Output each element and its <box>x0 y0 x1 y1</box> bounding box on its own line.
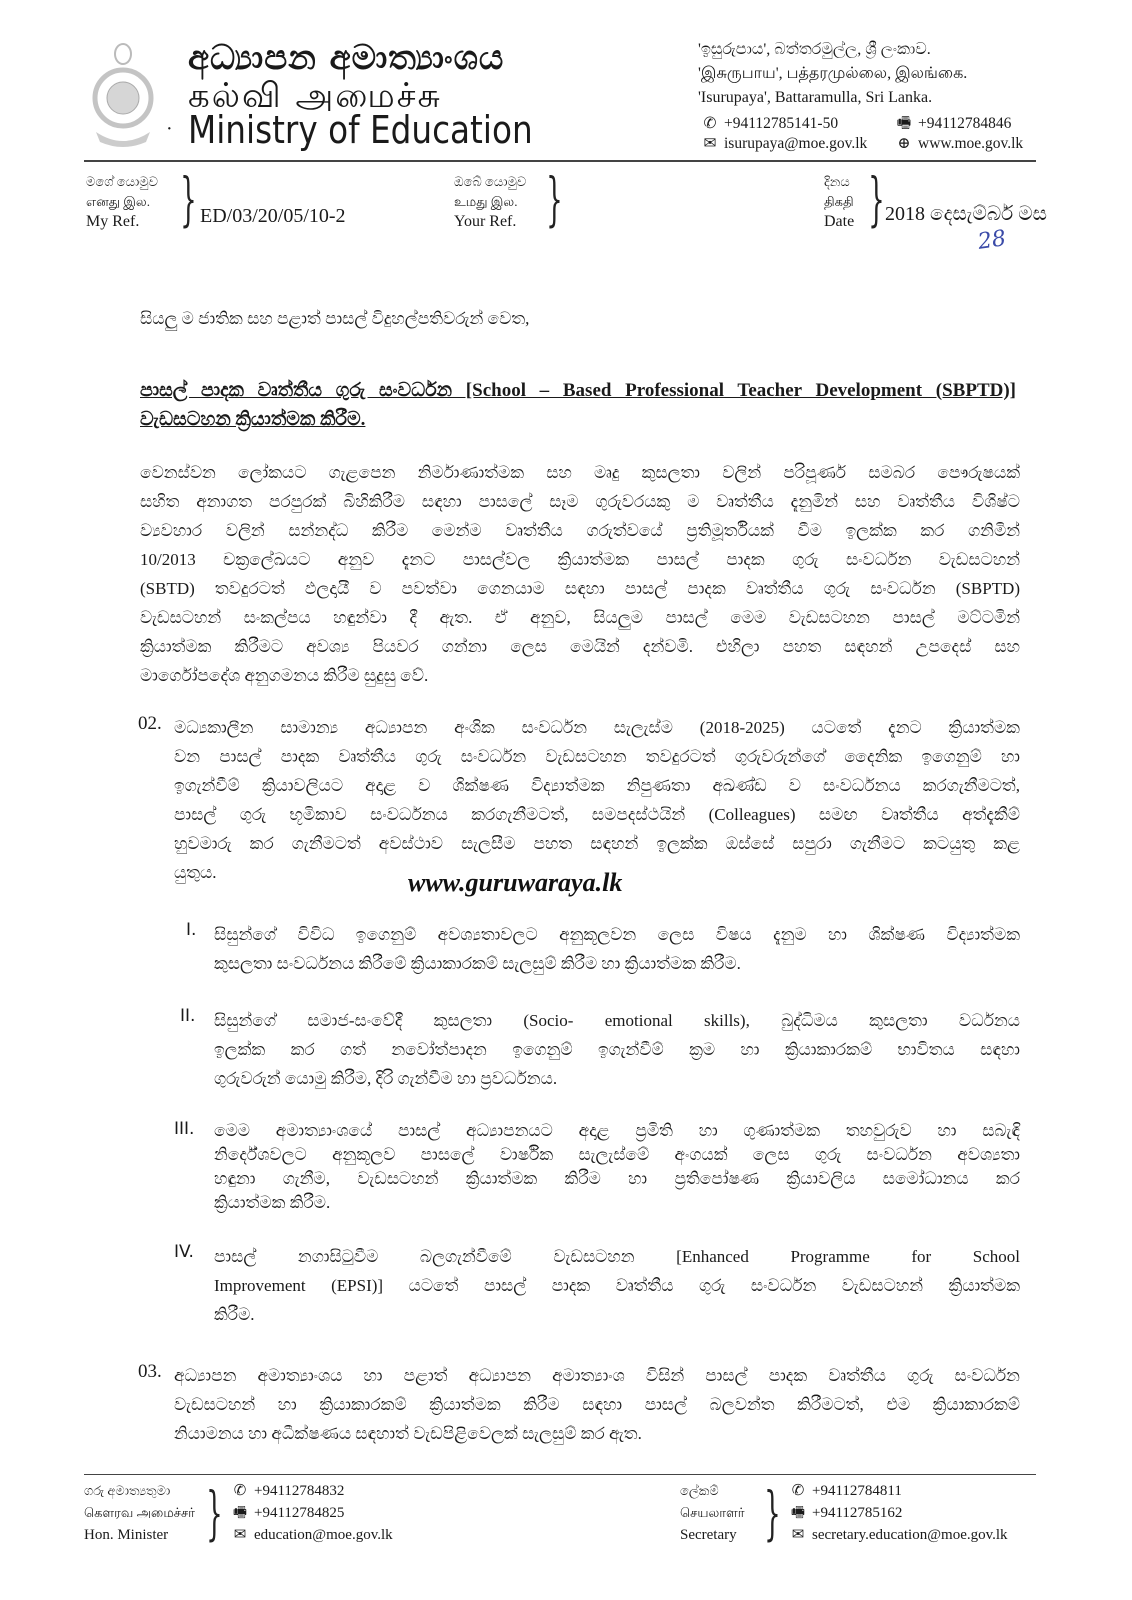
secretary-phone: +94112784811 <box>812 1483 902 1499</box>
text-line: ව්‍යවහාර වලින් සන්නද්ධ කිරීම මෙන්ම වෘත්තීය ගරුත්වයේ ප්‍රතිමූර්තියක් වීම ඉලක්ක කර ගනිමින් <box>140 521 1020 540</box>
item-number-1: I. <box>186 920 197 940</box>
brace: } <box>206 1479 223 1547</box>
contact-web <box>896 134 1023 154</box>
label-si: ගරු අමාත්‍යතුමා <box>84 1483 171 1498</box>
date-labels <box>824 172 854 232</box>
text-line: වැඩසටහන් හා ක්‍රියාකාරකම් ක්‍රියාත්මක කිරීම සඳහා පාසල් බලවන්ත කිරීමටත්, එම ක්‍රියාකාරකම් <box>174 1395 1020 1414</box>
header-divider <box>84 160 1036 162</box>
date-value: 2018 දෙසැම්බර් මස <box>885 203 1047 225</box>
text-line: සිසුන්ගේ සමාජ-සංවේදී කුසලතා (Socio- emotional skills), බුද්ධිමය කුසලතා වර්ධනය <box>214 1011 1020 1030</box>
fax-icon: 🖷 <box>896 115 912 132</box>
email-icon: ✉ <box>791 1527 805 1543</box>
minister-phone: +94112784832 <box>254 1483 345 1499</box>
subject <box>140 376 1016 434</box>
text-line: සිසුන්ගේ විවිධ ඉගෙනුම් අවශ්‍යතාවලට අනුකූලවන ලෙස විෂය දැනුම හා ශික්ෂණ විද්‍යාත්මක <box>214 925 1020 944</box>
address-english: 'Isurupaya', Battaramulla, Sri Lanka. <box>698 89 933 106</box>
text-line: පාසල් ගුරු භූමිකාව සංවර්ධනය කරගැනීමටත්, සමපදස්ථයින් (Colleagues) සමඟ වෘත්තීය අත්දැකීම් <box>174 805 1020 824</box>
email-icon: ✉ <box>233 1527 247 1543</box>
label-ta: கௌரவ அமைச்சர் <box>84 1505 195 1520</box>
email-address: isurupaya@moe.gov.lk <box>724 135 868 152</box>
label-si: මගේ යොමුව <box>86 174 158 189</box>
salutation: සියලු ම ජාතික සහ පළාත් පාසල් විදුහල්පතිවරුන් වෙත, <box>140 309 530 328</box>
phone-icon: ✆ <box>791 1483 805 1499</box>
text-line: වන පාසල් පාදක වෘත්තීය ගුරු සංවර්ධන වැඩසටහන තවදුරටත් ගුරුවරුන්ගේ දෛනික ඉගෙනුම් හා <box>174 747 1020 766</box>
secretary-labels <box>680 1480 745 1546</box>
text-line: මෙම අමාත්‍යාංශයේ පාසල් අධ්‍යාපනයට අදාළ ප්‍රමිති හා ගුණාත්මක තහවුරුව හා සබැඳි <box>214 1121 1020 1140</box>
secretary-fax: +94112785162 <box>812 1505 903 1521</box>
text-line: 10/2013 චක්‍රලේඛයට අනුව දැනට පාසල්වල ක්‍රියාත්මක පාසල් පාදක ගුරු සංවර්ධන වැඩසටහන් <box>140 550 1020 569</box>
brace: } <box>180 165 197 233</box>
text-line: Improvement (EPSI)] යටතේ පාසල් පාදක වෘත්තීය ගුරු සංවර්ධන වැඩසටහන් ක්‍රියාත්මක <box>214 1276 1020 1295</box>
email-icon: ✉ <box>703 135 717 152</box>
label-si: ඔබේ යොමුව <box>454 174 527 189</box>
text-line: ඉගැන්වීම් ක්‍රියාවලියට අදාළ ව ශික්ෂණ විද්‍යාත්මක නිපුණතා අඛණ්ඩ ව සංවර්ධනය කරගැනීමටත්, <box>174 776 1020 795</box>
website: www.moe.gov.lk <box>918 135 1024 152</box>
ministry-name-sinhala: අධ්‍යාපන අමාත්‍යාංශය <box>188 38 505 78</box>
text-line: සහිත අනාගත පරපුරක් බිහිකිරීම සඳහා පාසලේ සෑම ගුරුවරයකු ම වෘත්තීය දැනුමින් සහ වෘත්තීය විශිෂ්ට <box>140 492 1020 511</box>
text-line: කුසලතා සංවර්ධනය කිරීමේ ක්‍රියාකාරකම් සැලසුම් කිරීම හා ක්‍රියාත්මක කිරීම. <box>214 954 741 973</box>
label-ta: செயலாளர் <box>680 1505 745 1520</box>
label-en: Hon. Minister <box>84 1527 169 1543</box>
label-ta: உமது இல. <box>454 194 518 209</box>
address-tamil: 'இசுருபாய', பத்தரமுல்லை, இலங்கை. <box>698 65 968 82</box>
text-line: ඉලක්ක කර ගත් නවෝත්පාදන ඉගෙනුම් ඉගැන්වීම් ක්‍රම හා ක්‍රියාකාරකම් භාවිතය සඳහා <box>214 1040 1020 1059</box>
my-ref-value: ED/03/20/05/10-2 <box>200 205 346 227</box>
text-line: පාසල් පාදක වෘත්තීය ගුරු සංවර්ධන [School – Based Professional Teacher Development (SBPTD)] <box>140 380 1016 401</box>
watermark: www.guruwaraya.lk <box>408 868 623 897</box>
text-line: වැඩසටහන් සංකල්පය හඳුන්වා දී ඇත. ඒ අනුව, සියලුම පාසල් මෙම වැඩසටහන පාසල් මට්ටමින් <box>140 608 1020 627</box>
minister-email: education@moe.gov.lk <box>254 1527 393 1543</box>
item-3 <box>214 1119 1020 1215</box>
item-number-4: IV. <box>174 1242 194 1262</box>
brace: } <box>546 165 563 233</box>
item-1 <box>214 920 1020 978</box>
government-emblem <box>88 40 158 150</box>
text-line: නියාමනය හා අධීක්ෂණය සඳහාත් වැඩපිළිවෙලක් සැලසුම් කර ඇත. <box>174 1424 642 1443</box>
contact-phone <box>702 114 838 134</box>
text-line: නිර්දේශවලට අනුකූලව පාසලේ වාර්ෂික සැලැස්මේ අංගයක් ලෙස ගුරු සංවර්ධන අවශ්‍යතා <box>214 1145 1020 1164</box>
address-sinhala: 'ඉසුරුපාය', බත්තරමුල්ල, ශ්‍රී ලංකාව. <box>698 41 931 58</box>
label-en: Secretary <box>680 1527 737 1543</box>
item-number-2: II. <box>180 1006 196 1026</box>
phone-number: +94112785141-50 <box>724 115 839 132</box>
label-si: දිනය <box>824 174 850 189</box>
label-si: ලේකම් <box>680 1483 719 1498</box>
minister-labels <box>84 1480 195 1546</box>
fax-icon: 🖷 <box>232 1505 248 1521</box>
text-line: පාසල් නගාසිටුවීම බලගැන්වීමේ වැඩසටහන [Enhanced Programme for School <box>214 1247 1020 1266</box>
minister-contacts <box>232 1480 393 1546</box>
contact-fax <box>896 114 1011 134</box>
secretary-email: secretary.education@moe.gov.lk <box>812 1527 1008 1543</box>
address-block <box>698 38 967 110</box>
text-line: හඳුනා ගැනීම, වැඩසටහන් ක්‍රියාත්මක කිරීම හා ප්‍රතිපෝෂණ ක්‍රියාවලිය සමෝධානය කර <box>214 1169 1020 1188</box>
ministry-name-english: Ministry of Education <box>188 108 533 152</box>
secretary-contacts <box>790 1480 1008 1546</box>
paragraph-02 <box>174 713 1020 887</box>
phone-icon: ✆ <box>233 1483 247 1499</box>
paragraph-intro <box>140 458 1020 690</box>
label-en: Your Ref. <box>454 213 517 230</box>
text-line: (SBTD) තවදුරටත් ඵලදායී ව පවත්වා ගෙනයාම සඳහා පාසල් පාදක වෘත්තීය ගුරු සංවර්ධන (SBPTD) <box>140 579 1020 598</box>
phone-icon: ✆ <box>703 115 717 132</box>
text-line: හුවමාරු කර ගැනීමටත් අවස්ථාව සැලසීම පහත සඳහන් ඉලක්ක ඔස්සේ සපුරා ගැනීමට කටයුතු කළ <box>174 834 1020 853</box>
ministry-name-tamil: கல்வி அமைச்சு <box>188 76 442 116</box>
brace: } <box>868 165 885 233</box>
text-line: අධ්‍යාපන අමාත්‍යාංශය හා පළාත් අධ්‍යාපන අමාත්‍යාංශ විසින් පාසල් පාදක වෘත්තීය ගුරු සංවර්ධන <box>174 1366 1020 1385</box>
my-ref-labels <box>86 172 158 232</box>
paragraph-03 <box>174 1361 1020 1448</box>
text-line: ගුරුවරුන් යොමු කිරීම, දිරි ගැන්වීම හා ප්‍රවර්ධනය. <box>214 1069 558 1088</box>
contact-email <box>702 134 867 154</box>
brace: } <box>764 1479 781 1547</box>
text-line: යුතුය. <box>174 863 217 882</box>
text-line: වැඩසටහන ක්‍රියාත්මක කිරීම. <box>140 409 366 430</box>
label-en: My Ref. <box>86 213 140 230</box>
your-ref-labels <box>454 172 526 232</box>
text-line: ක්‍රියාත්මක කිරීම. <box>214 1193 331 1212</box>
footer-divider <box>84 1474 1036 1475</box>
item-number-3: III. <box>174 1119 195 1139</box>
text-line: මාර්ගෝපදේශ අනුගමනය කිරීම සුදුසු වේ. <box>140 666 429 685</box>
minister-fax: +94112784825 <box>254 1505 345 1521</box>
label-ta: திகதி <box>824 194 854 209</box>
fax-icon: 🖷 <box>790 1505 806 1521</box>
globe-icon: ⊕ <box>897 135 911 152</box>
para-number-03: 03. <box>138 1361 162 1382</box>
label-ta: எனது இல. <box>86 194 150 209</box>
separator-dot: · <box>166 118 173 140</box>
label-en: Date <box>824 213 855 230</box>
text-line: ක්‍රියාත්මක කිරීමට අවශ්‍ය පියවර ගන්නා ලෙස මෙයින් දන්වමි. එහිලා පහත සඳහන් උපදෙස් සහ <box>140 637 1020 656</box>
text-line: වෙනස්වන ලෝකයට ගැළපෙන නිර්මාණාත්මක සහ මෘදු කුසලතා වලින් පරිපූර්ණ සමබර පෞරුෂයක් <box>140 463 1020 482</box>
item-2 <box>214 1006 1020 1093</box>
para-number-02: 02. <box>138 713 162 734</box>
text-line: කිරීම. <box>214 1305 255 1324</box>
item-4 <box>214 1242 1020 1329</box>
text-line: මධ්‍යකාලීන සාමාන්‍ය අධ්‍යාපන අංශික සංවර්ධන සැලැස්ම (2018-2025) යටතේ දැනට ක්‍රියාත්මක <box>174 718 1020 737</box>
fax-number: +94112784846 <box>918 115 1012 132</box>
handwritten-day: 28 <box>976 226 1008 255</box>
